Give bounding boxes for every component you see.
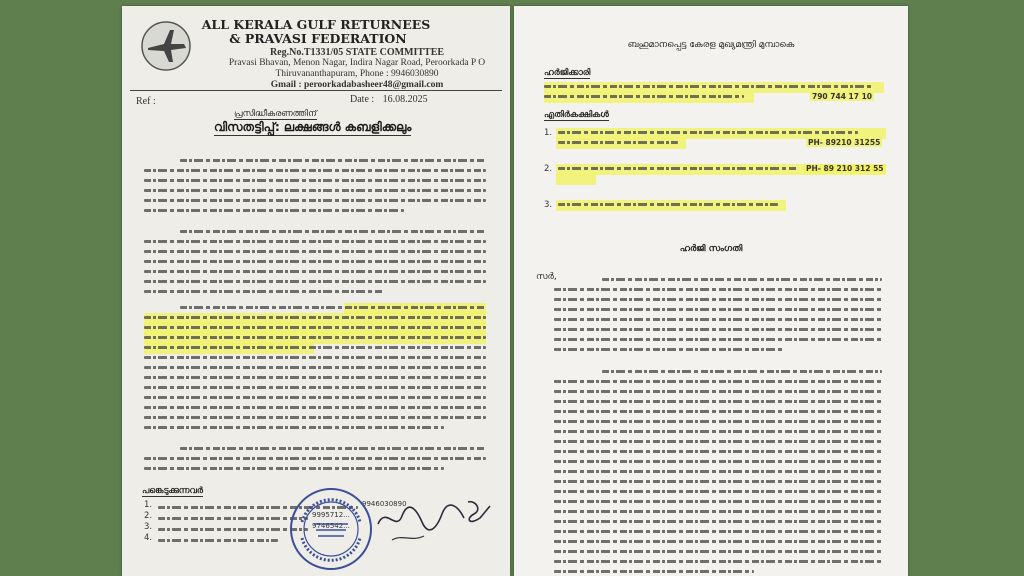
- text-line: [144, 426, 444, 429]
- text-line: [144, 467, 444, 470]
- text-line: [144, 199, 486, 202]
- petition-subject-label: ഹർജി സംഗതി: [679, 244, 743, 254]
- text-line: [544, 95, 744, 98]
- text-line: [554, 308, 882, 311]
- text-line: [144, 457, 486, 460]
- organization-name-line2: & PRAVASI FEDERATION: [229, 31, 407, 46]
- subject-title: വിസതട്ടിപ്പ്: ലക്ഷങ്ങൾ കബളിക്കലും: [214, 120, 412, 134]
- text-line: [158, 528, 308, 531]
- text-line: [554, 550, 882, 553]
- text-line: [558, 203, 778, 206]
- respondent-number: 3.: [544, 200, 553, 210]
- letter-page-left: [122, 6, 510, 576]
- text-line: [180, 230, 486, 233]
- text-line: [558, 167, 798, 170]
- date-value: 16.08.2025: [382, 94, 428, 105]
- highlight-mark: [556, 174, 596, 185]
- subject-label: പ്രസിദ്ധീകരണത്തിന്: [234, 109, 317, 119]
- respondent-phone-2: PH- 89 210 312 55: [806, 164, 884, 173]
- text-line: [158, 539, 278, 542]
- text-line: [144, 280, 486, 283]
- text-line: [144, 336, 486, 339]
- respondent-number: 2.: [544, 164, 553, 174]
- petition-page-right: [514, 6, 908, 576]
- text-line: [144, 366, 486, 369]
- city-phone-line: Thiruvananthapuram, Phone : 9946030890: [275, 69, 439, 79]
- text-line: [144, 260, 486, 263]
- text-line: [144, 316, 486, 319]
- text-line: [554, 288, 882, 291]
- text-line: [558, 131, 858, 134]
- date-label: Date :: [350, 94, 375, 105]
- text-line: [144, 250, 486, 253]
- text-line: [554, 420, 882, 423]
- text-line: [144, 416, 486, 419]
- text-line: [602, 370, 882, 373]
- text-line: [144, 406, 486, 409]
- text-line: [554, 410, 882, 413]
- salutation: സർ,: [536, 272, 557, 282]
- member-number: 3.: [144, 522, 153, 532]
- text-line: [144, 169, 486, 172]
- text-line: [554, 560, 882, 563]
- member-number: 4.: [144, 533, 153, 543]
- member-phone: 9995712...: [312, 511, 350, 519]
- text-line: [554, 540, 882, 543]
- text-line: [554, 570, 754, 573]
- text-line: [144, 326, 486, 329]
- respondent-number: 1.: [544, 128, 553, 138]
- text-line: [144, 270, 486, 273]
- text-line: [544, 85, 874, 88]
- text-line: [144, 376, 486, 379]
- petition-heading: ബഹുമാനപ്പെട്ട കേരള മുഖ്യമന്ത്രി മുമ്പാകെ: [627, 40, 795, 50]
- registration-number: Reg.No.T1331/05 STATE COMMITTEE: [269, 47, 445, 58]
- text-line: [554, 390, 882, 393]
- member-phone: 9746542...: [312, 522, 350, 530]
- text-line: [144, 189, 486, 192]
- text-line: [144, 356, 486, 359]
- text-line: [144, 396, 486, 399]
- member-phone: 9946030890: [362, 500, 407, 508]
- text-line: [554, 318, 882, 321]
- members-heading: പങ്കെടുക്കുന്നവർ: [142, 486, 203, 496]
- text-line: [554, 450, 882, 453]
- complainant-label: ഹർജിക്കാരി: [544, 68, 591, 78]
- member-number: 2.: [144, 511, 153, 521]
- text-line: [554, 520, 882, 523]
- text-line: [144, 179, 486, 182]
- complainant-phone: 790 744 17 10: [812, 92, 873, 101]
- text-line: [554, 460, 882, 463]
- respondents-label: എതിർകക്ഷികൾ: [544, 110, 609, 120]
- text-line: [554, 380, 882, 383]
- ref-label: Ref :: [136, 96, 156, 107]
- text-line: [558, 141, 678, 144]
- respondent-phone-1: PH- 89210 31255: [808, 138, 881, 147]
- text-line: [554, 400, 882, 403]
- handwritten-signature: [372, 496, 510, 546]
- text-line: [144, 346, 486, 349]
- text-line: [554, 470, 882, 473]
- text-line: [554, 480, 882, 483]
- text-line: [144, 209, 404, 212]
- text-line: [180, 306, 486, 309]
- text-line: [144, 240, 486, 243]
- organization-seal-stamp: [288, 486, 374, 572]
- address-line: Pravasi Bhavan, Menon Nagar, Indira Nagar Road, Peroorkada P O: [228, 58, 486, 68]
- text-line: [554, 430, 882, 433]
- text-line: [554, 510, 882, 513]
- text-line: [554, 530, 882, 533]
- email-line: Gmail : peroorkadabasheer48@gmail.com: [270, 80, 444, 90]
- text-line: [144, 386, 486, 389]
- text-line: [554, 500, 882, 503]
- text-line: [144, 290, 384, 293]
- text-line: [554, 348, 784, 351]
- organization-name-line1: ALL KERALA GULF RETURNEES: [201, 17, 431, 32]
- text-line: [180, 447, 486, 450]
- text-line: [554, 328, 882, 331]
- text-line: [554, 338, 882, 341]
- text-line: [602, 278, 882, 281]
- text-line: [554, 490, 882, 493]
- text-line: [180, 159, 486, 162]
- text-line: [554, 440, 882, 443]
- member-number: 1.: [144, 500, 153, 510]
- text-line: [554, 298, 882, 301]
- text-line: [158, 517, 308, 520]
